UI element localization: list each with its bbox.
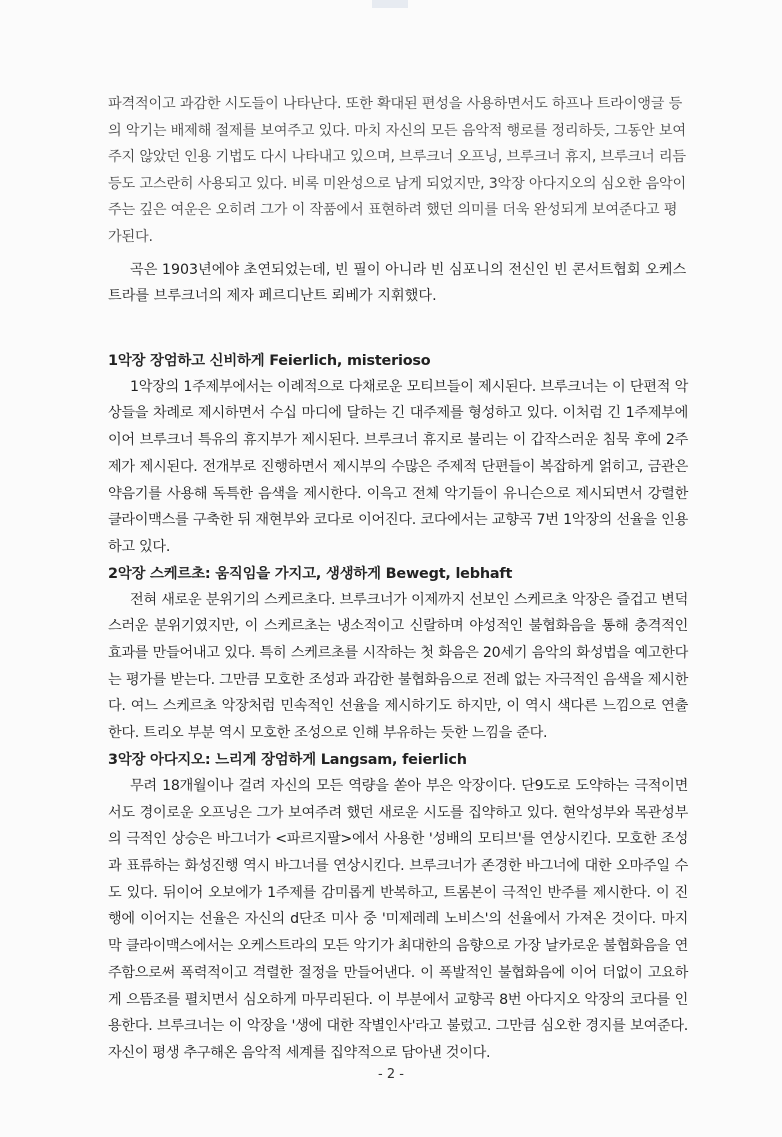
premiere-paragraph: 곡은 1903년에야 초연되었는데, 빈 필이 아니라 빈 심포니의 전신인 빈 콘서트협회 오케스트라를 브루크너의 제자 페르디난트 뢰베가 지휘했다. — [108, 261, 687, 305]
scan-artifact — [372, 0, 408, 8]
movement-1-section — [108, 348, 688, 561]
movement-2-body: 전혀 새로운 분위기의 스케르초다. 브루크너가 이제까지 선보인 스케르초 악장은 즐겁고 변덕스러운 분위기였지만, 이 스케르초는 냉소적이고 신랄하며 야성적인 불협화음을 통해 충격적인 효과를 만들어내고 있다. 특히 스케르초를 시작하는 첫 화음은 20세기 음악의 화성법을 예고한다는 평가를 받는다. 그만큼 모호한 조성과 과감한 불협화음으로 전례 없는 자극적인 음색을 제시한다. 여느 스케르초 악장처럼 민속적인 선율을 제시하기도 하지만, 이 역시 색다른 느낌으로 연출한다. 트리오 부분 역시 모호한 조성으로 인해 부유하는 듯한 느낌을 준다. — [108, 591, 688, 742]
movement-2-section — [108, 561, 688, 747]
movement-2-heading: 2악장 스케르초: 움직임을 가지고, 생생하게 Bewegt, lebhaft — [108, 565, 513, 582]
movement-3-heading: 3악장 아다지오: 느리게 장엄하게 Langsam, feierlich — [108, 751, 467, 768]
document-page — [108, 91, 688, 1067]
movement-3-section — [108, 747, 688, 1067]
page-number: - 2 - — [378, 1067, 404, 1082]
intro-paragraph: 파격적이고 과감한 시도들이 나타난다. 또한 확대된 편성을 사용하면서도 하프나 트라이앵글 등의 악기는 배제해 절제를 보여주고 있다. 마치 자신의 모든 음악적 행로를 정리하듯, 그동안 보여주지 않았던 인용 기법도 다시 나타내고 있으며, 브루크너 오프닝, 브루크너 휴지, 브루크너 리듬 등도 고스란히 사용되고 있다. 비록 미완성으로 남게 되었지만, 3악장 아다지오의 심오한 음악이 주는 깊은 여운은 오히려 그가 이 작품에서 표현하려 했던 의미를 더욱 완성되게 보여준다고 평가된다. — [108, 96, 687, 245]
movement-1-body: 1악장의 1주제부에서는 이례적으로 다채로운 모티브들이 제시된다. 브루크너는 이 단편적 악상들을 차례로 제시하면서 수십 마디에 달하는 긴 대주제를 형성하고 있다. 이처럼 긴 1주제부에 이어 브루크너 특유의 휴지부가 제시된다. 브루크너 휴지로 불리는 이 갑작스러운 침묵 후에 2주제가 제시된다. 전개부로 진행하면서 제시부의 수많은 주제적 단편들이 복잡하게 얽히고, 금관은 약음기를 사용해 독특한 음색을 제시한다. 이윽고 전체 악기들이 유니슨으로 제시되면서 강렬한 클라이맥스를 구축한 뒤 재현부와 코다로 이어진다. 코다에서는 교향곡 7번 1악장의 선율을 인용하고 있다. — [108, 378, 688, 555]
movement-3-body: 무려 18개월이나 걸려 자신의 모든 역량을 쏟아 부은 악장이다. 단9도로 도약하는 극적이면서도 경이로운 오프닝은 그가 보여주려 했던 새로운 시도를 집약하고 있다. 현악성부와 목관성부의 극적인 상승은 바그너가 <파르지팔>에서 사용한 '성배의 모티브'를 연상시킨다. 모호한 조성과 표류하는 화성진행 역시 바그너를 연상시킨다. 브루크너가 존경한 바그너에 대한 오마주일 수도 있다. 뒤이어 오보에가 1주제를 감미롭게 반복하고, 트롬본이 극적인 반주를 제시한다. 이 진행에 이어지는 선율은 자신의 d단조 미사 중 '미제레레 노비스'의 선율에서 가져온 것이다. 마지막 클라이맥스에서는 오케스트라의 모든 악기가 최대한의 음향으로 가장 날카로운 불협화음을 연주함으로써 폭력적이고 격렬한 절정을 만들어낸다. 이 폭발적인 불협화음에 이어 더없이 고요하게 으뜸조를 펼치면서 심오하게 마무리된다. 이 부분에서 교향곡 8번 아다지오 악장의 코다를 인용한다. 브루크너는 이 악장을 '생에 대한 작별인사'라고 불렀고. 그만큼 심오한 경지를 보여준다. 자신이 평생 추구해온 음악적 세계를 집약적으로 담아낸 것이다. — [108, 777, 688, 1061]
intro-block — [108, 91, 688, 310]
movement-1-heading: 1악장 장엄하고 신비하게 Feierlich, misterioso — [108, 352, 431, 369]
